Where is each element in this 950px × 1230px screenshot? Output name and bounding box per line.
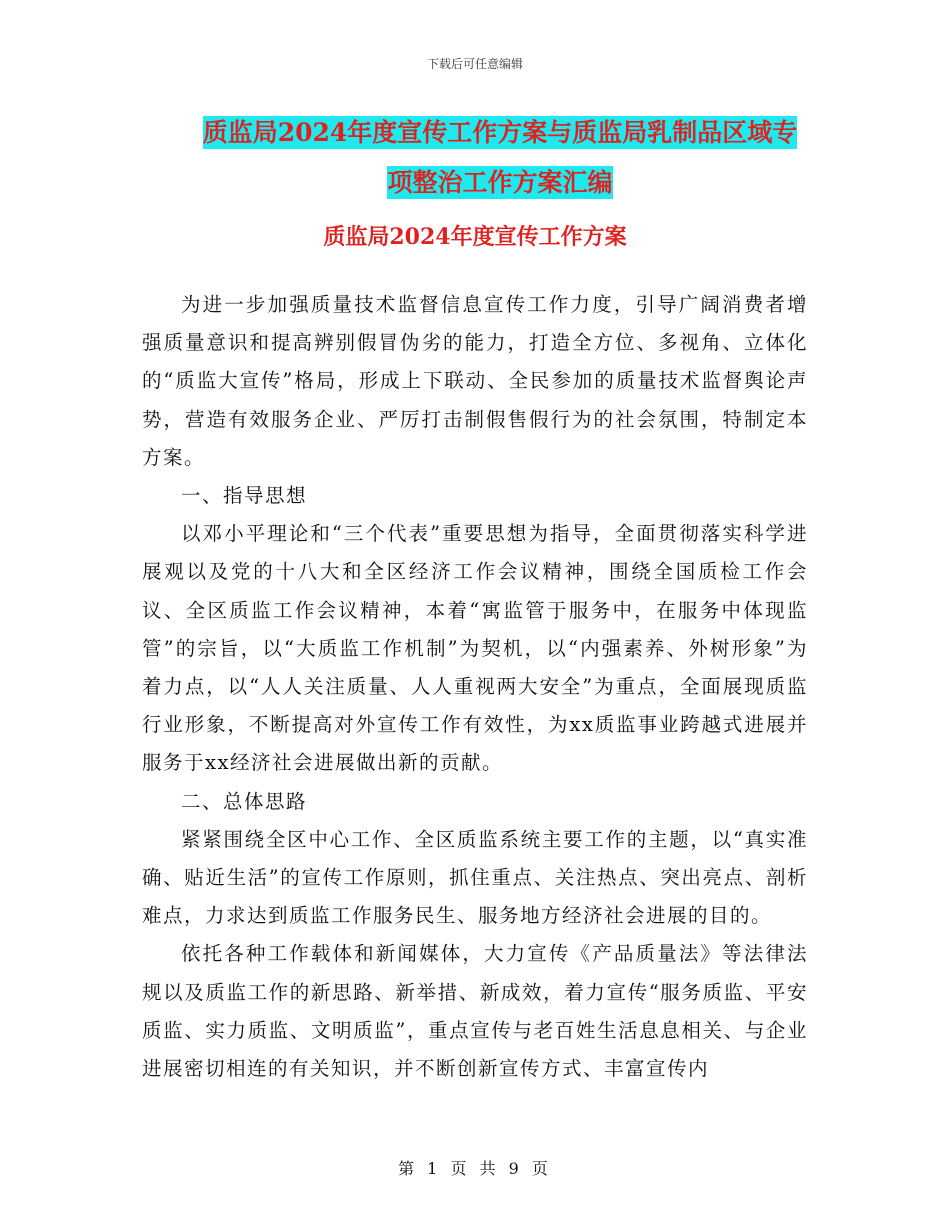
document-title xyxy=(140,108,860,208)
heading-guiding-ideology: 一、指导思想 xyxy=(181,484,308,508)
paragraph-overall-approach: 紧紧围绕全区中心工作、全区质监系统主要工作的主题，以“真实准确、贴近生活”的宣传工作原则，抓住重点、关注热点、突出亮点、剖析难点，力求达到质监工作服务民生、服务地方经济社会进展的目的。 xyxy=(142,827,808,928)
body-text xyxy=(142,286,808,1088)
paragraph-guiding-ideology: 以邓小平理论和“三个代表”重要思想为指导，全面贯彻落实科学进展观以及党的十八大和全区经济工作会议精神，围绕全国质检工作会议、全区质监工作会议精神，本着“寓监管于服务中，在服务中体现监管”的宗旨，以“大质监工作机制”为契机，以“内强素养、外树形象”为着力点，以“人人关注质量、人人重视两大安全”为重点，全面展现质监行业形象，不断提高对外宣传工作有效性，为xx质监事业跨越式进展并服务于xx经济社会进展做出新的贡献。 xyxy=(142,522,808,775)
heading-overall-approach: 二、总体思路 xyxy=(181,789,308,813)
page-number: 第 1 页 共 9 页 xyxy=(398,1159,552,1178)
title-line-1: 质监局2024年度宣传工作方案与质监局乳制品区域专 xyxy=(202,118,798,147)
section-title: 质监局2024年度宣传工作方案 xyxy=(323,224,627,250)
header-note: 下载后可任意编辑 xyxy=(426,57,523,71)
paragraph-publicity-content: 依托各种工作载体和新闻媒体，大力宣传《产品质量法》等法律法规以及质监工作的新思路、新举措、新成效，着力宣传“服务质监、平安质监、实力质监、文明质监”，重点宣传与老百姓生活息息相关、与企业进展密切相连的有关知识，并不断创新宣传方式、丰富宣传内 xyxy=(142,942,808,1081)
title-line-2: 项整治工作方案汇编 xyxy=(387,168,613,197)
paragraph-intro: 为进一步加强质量技术监督信息宣传工作力度，引导广阔消费者增强质量意识和提高辨别假冒伪劣的能力，打造全方位、多视角、立体化的“质监大宣传”格局，形成上下联动、全民参加的质量技术监督舆论声势，营造有效服务企业、严厉打击制假售假行为的社会氛围，特制定本方案。 xyxy=(142,293,808,469)
